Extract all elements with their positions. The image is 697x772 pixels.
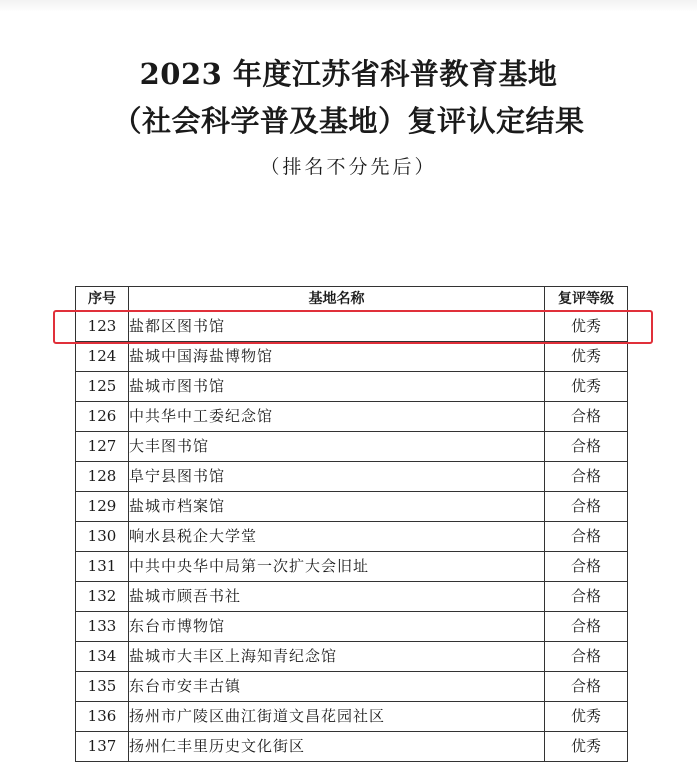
cell-base-name: 盐都区图书馆	[129, 312, 545, 342]
document-subtitle: （排名不分先后）	[260, 156, 437, 178]
table-row	[76, 462, 628, 492]
cell-review-grade: 合格	[545, 492, 628, 522]
cell-serial-number: 129	[76, 492, 129, 522]
table-row	[76, 702, 628, 732]
cell-serial-number: 130	[76, 522, 129, 552]
cell-serial-number: 133	[76, 612, 129, 642]
cell-review-grade: 合格	[545, 642, 628, 672]
cell-review-grade: 合格	[545, 672, 628, 702]
cell-base-name: 扬州市广陵区曲江街道文昌花园社区	[129, 702, 545, 732]
cell-base-name: 盐城市图书馆	[129, 372, 545, 402]
table-row	[76, 552, 628, 582]
cell-review-grade: 合格	[545, 612, 628, 642]
table-header-row	[76, 287, 628, 312]
table-row	[76, 522, 628, 552]
table-row	[76, 402, 628, 432]
results-table	[75, 286, 628, 762]
cell-base-name: 中共中央华中局第一次扩大会旧址	[129, 552, 545, 582]
cell-serial-number: 123	[76, 312, 129, 342]
cell-serial-number: 125	[76, 372, 129, 402]
table-row	[76, 642, 628, 672]
table-row	[76, 432, 628, 462]
page-top-edge	[0, 0, 697, 12]
table-row	[76, 732, 628, 762]
cell-serial-number: 126	[76, 402, 129, 432]
table-row	[76, 342, 628, 372]
table-row	[76, 672, 628, 702]
cell-review-grade: 合格	[545, 552, 628, 582]
cell-base-name: 响水县税企大学堂	[129, 522, 545, 552]
table-row	[76, 612, 628, 642]
cell-review-grade: 合格	[545, 402, 628, 432]
cell-base-name: 盐城市大丰区上海知青纪念馆	[129, 642, 545, 672]
header-base-name: 基地名称	[129, 287, 545, 312]
cell-base-name: 盐城市顾吾书社	[129, 582, 545, 612]
cell-review-grade: 合格	[545, 462, 628, 492]
document-title-line-1: 2023 年度江苏省科普教育基地	[139, 57, 558, 91]
cell-review-grade: 优秀	[545, 342, 628, 372]
cell-review-grade: 合格	[545, 432, 628, 462]
cell-review-grade: 合格	[545, 522, 628, 552]
cell-review-grade: 优秀	[545, 312, 628, 342]
cell-review-grade: 优秀	[545, 372, 628, 402]
header-serial-number: 序号	[76, 287, 129, 312]
cell-base-name: 扬州仁丰里历史文化街区	[129, 732, 545, 762]
cell-serial-number: 131	[76, 552, 129, 582]
cell-base-name: 东台市博物馆	[129, 612, 545, 642]
table-row	[76, 372, 628, 402]
cell-serial-number: 127	[76, 432, 129, 462]
cell-review-grade: 合格	[545, 582, 628, 612]
cell-review-grade: 优秀	[545, 702, 628, 732]
cell-base-name: 大丰图书馆	[129, 432, 545, 462]
cell-base-name: 盐城市档案馆	[129, 492, 545, 522]
table-row	[76, 582, 628, 612]
table-row	[76, 492, 628, 522]
cell-serial-number: 135	[76, 672, 129, 702]
cell-base-name: 中共华中工委纪念馆	[129, 402, 545, 432]
cell-serial-number: 132	[76, 582, 129, 612]
cell-serial-number: 134	[76, 642, 129, 672]
cell-base-name: 东台市安丰古镇	[129, 672, 545, 702]
cell-serial-number: 128	[76, 462, 129, 492]
table-row	[76, 312, 628, 342]
cell-serial-number: 136	[76, 702, 129, 732]
cell-base-name: 盐城中国海盐博物馆	[129, 342, 545, 372]
cell-serial-number: 137	[76, 732, 129, 762]
document-title-line-2: （社会科学普及基地）复评认定结果	[112, 104, 585, 138]
cell-serial-number: 124	[76, 342, 129, 372]
header-review-grade: 复评等级	[545, 287, 628, 312]
cell-base-name: 阜宁县图书馆	[129, 462, 545, 492]
cell-review-grade: 优秀	[545, 732, 628, 762]
